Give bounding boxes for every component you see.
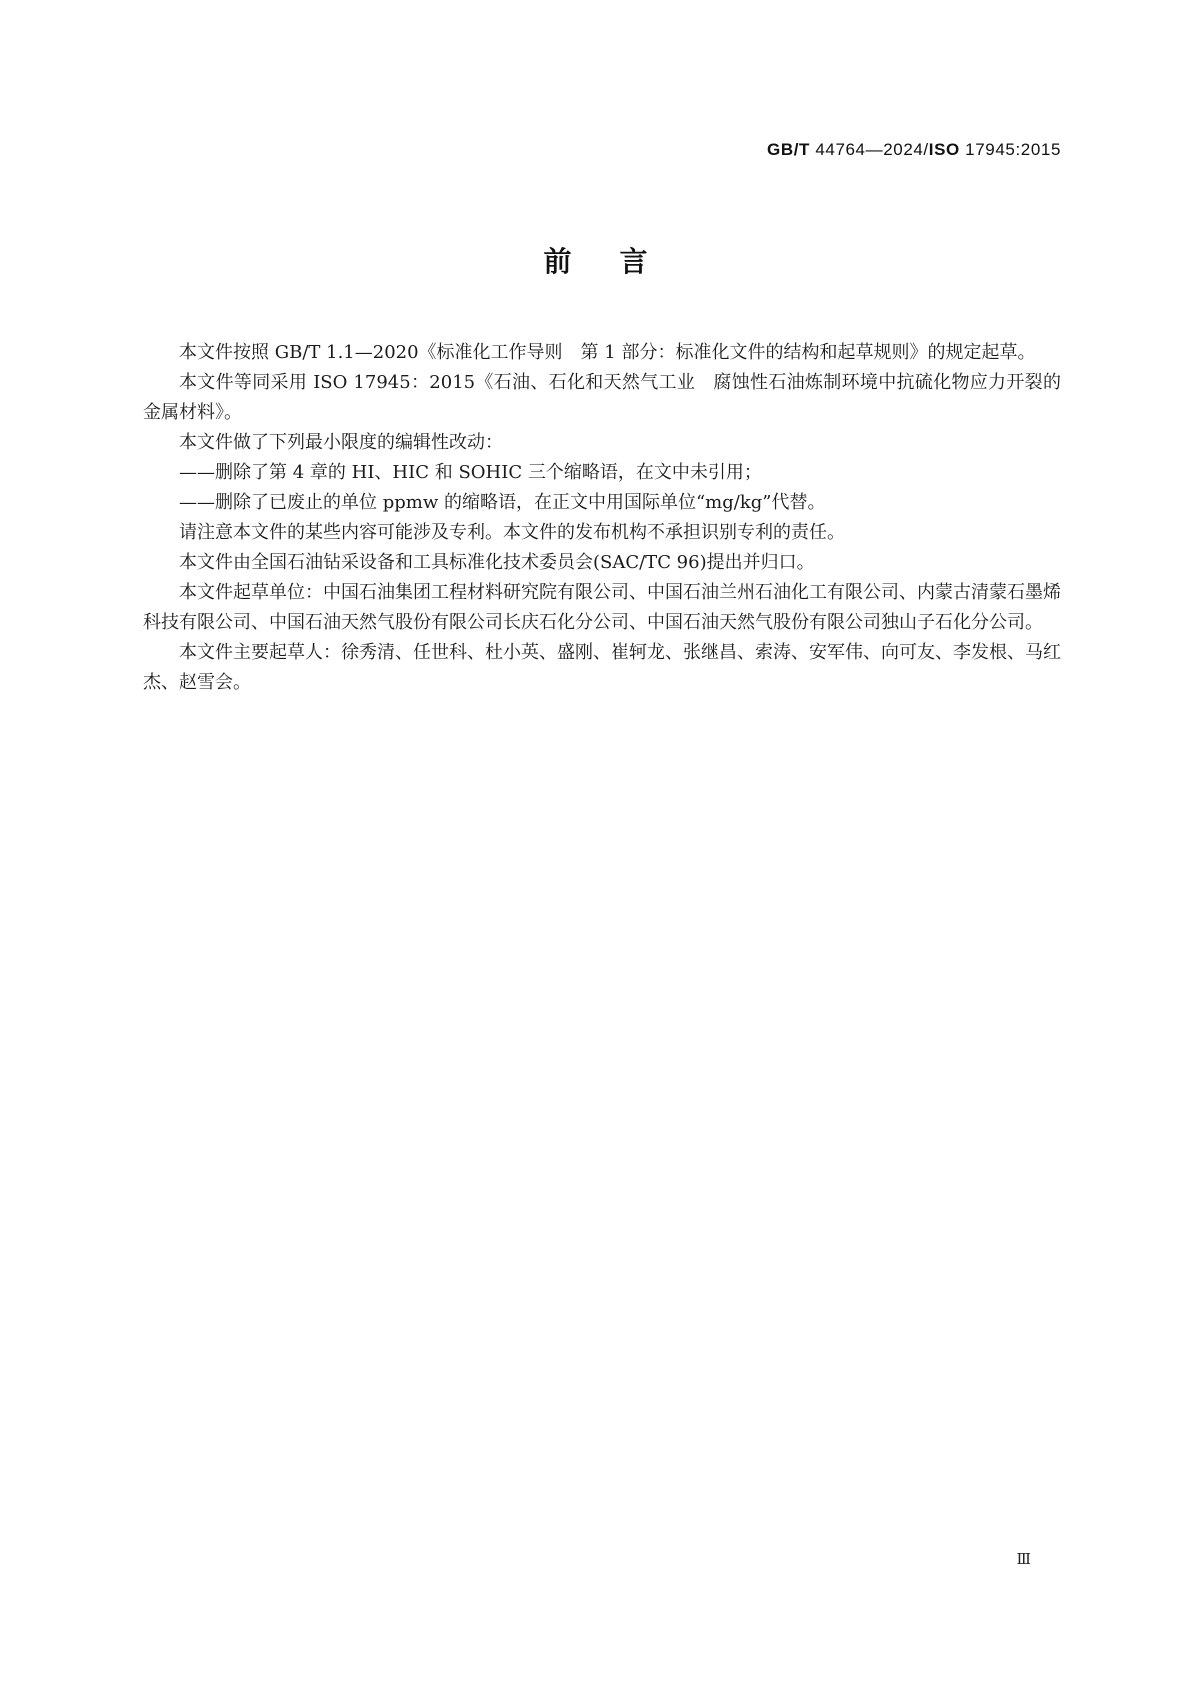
paragraph-drafting-rules: 本文件按照 GB/T 1.1—2020《标准化工作导则 第 1 部分：标准化文件的结构和起草规则》的规定起草。 (179, 342, 1036, 363)
standard-code-prefix: GB/T (767, 140, 811, 159)
paragraph-drafting-units: 本文件起草单位：中国石油集团工程材料研究院有限公司、中国石油兰州石油化工有限公司、内蒙古清蒙石墨烯科技有限公司、中国石油天然气股份有限公司长庆石化分公司、中国石油天然气股份有限公司独山子石化分公司。 (143, 582, 1061, 633)
page-title: 前言 (543, 245, 696, 278)
paragraph-drafters: 本文件主要起草人：徐秀清、任世科、杜小英、盛刚、崔轲龙、张继昌、索涛、安军伟、向可友、李发根、马红杰、赵雪会。 (143, 642, 1061, 693)
paragraph-proposer: 本文件由全国石油钻采设备和工具标准化技术委员会(SAC/TC 96)提出并归口。 (179, 552, 815, 573)
foreword-body (143, 338, 1061, 698)
list-item-change-2: ——删除了已废止的单位 ppmw 的缩略语，在正文中用国际单位“mg/kg”代替。 (179, 492, 826, 513)
standard-code-iso: ISO (928, 140, 960, 159)
standard-code-mid: 44764—2024/ (810, 140, 929, 159)
standard-code-suffix: 17945:2015 (959, 140, 1061, 159)
paragraph-iso-adoption: 本文件等同采用 ISO 17945：2015《石油、石化和天然气工业 腐蚀性石油炼制环境中抗硫化物应力开裂的金属材料》。 (143, 372, 1061, 423)
paragraph-patent-notice: 请注意本文件的某些内容可能涉及专利。本文件的发布机构不承担识别专利的责任。 (179, 522, 845, 543)
page-number: Ⅲ (1016, 1550, 1031, 1568)
standard-code (767, 140, 1061, 160)
list-item-change-1: ——删除了第 4 章的 HI、HIC 和 SOHIC 三个缩略语，在文中未引用； (179, 462, 762, 483)
paragraph-editorial-changes: 本文件做了下列最小限度的编辑性改动： (179, 432, 503, 453)
